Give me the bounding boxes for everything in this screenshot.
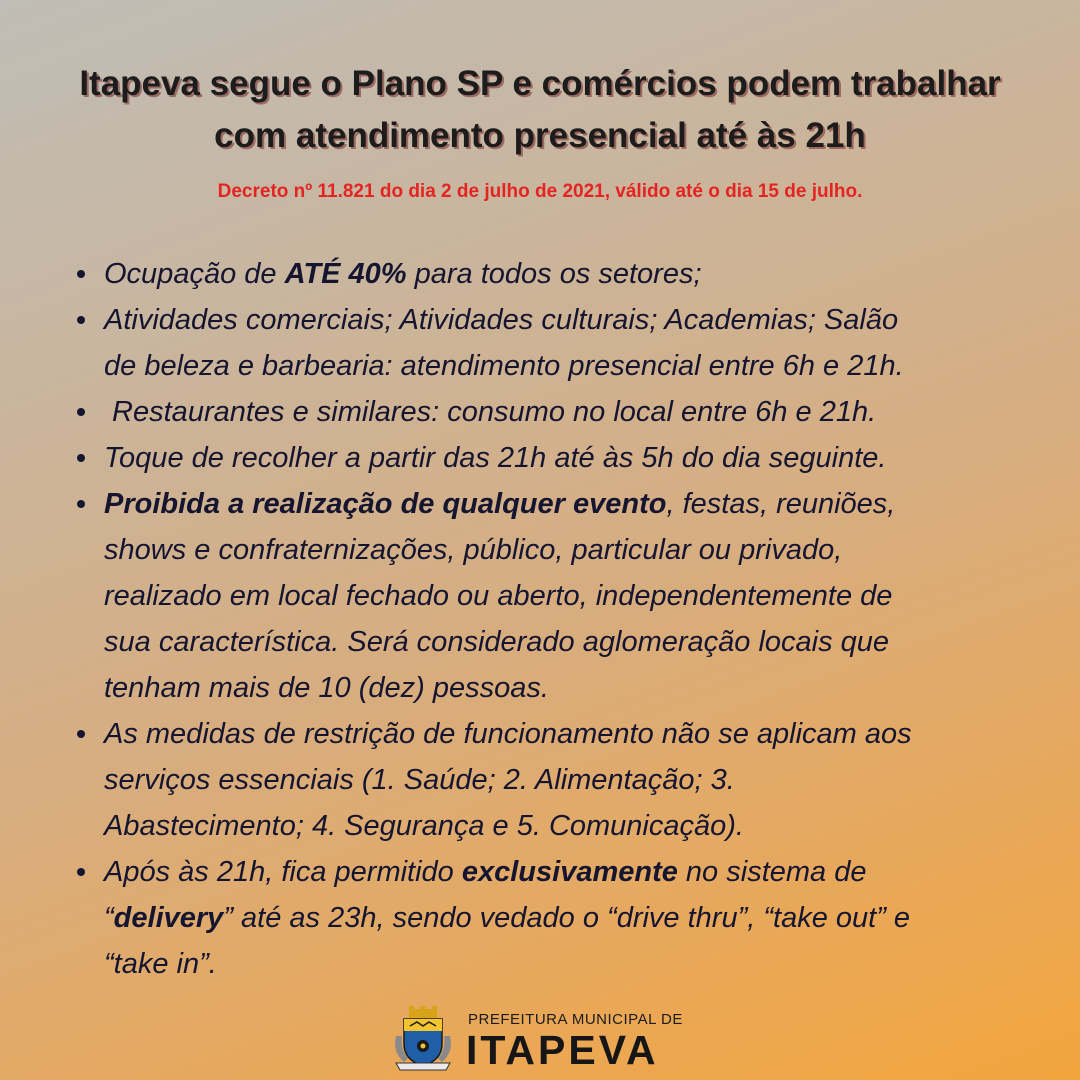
list-item-occupancy: [104, 251, 1044, 297]
activities-line-2: de beleza e barbearia: atendimento presencial entre 6h e 21h.: [104, 350, 904, 382]
city-coat-of-arms-icon: [390, 1006, 456, 1072]
events-line-5: tenham mais de 10 (dez) pessoas.: [104, 672, 549, 704]
delivery-line-1-post: no sistema de: [677, 856, 867, 888]
headline-line-1: Itapeva segue o Plano SP e comércios podem trabalhar: [79, 64, 1001, 103]
essential-line-3: Abastecimento; 4. Segurança e 5. Comunicação).: [104, 810, 744, 842]
list-item-essential: [104, 711, 1044, 849]
delivery-exclusive-highlight: exclusivamente: [461, 856, 678, 888]
decree-notice: Decreto nº 11.821 do dia 2 de julho de 2021, válido até o dia 15 de julho.: [217, 181, 863, 202]
events-line-2: shows e confraternizações, público, particular ou privado,: [104, 534, 843, 566]
prefeitura-logo: [390, 1004, 690, 1074]
list-item-curfew: [104, 435, 1044, 481]
events-highlight: Proibida a realização de qualquer evento: [104, 488, 667, 520]
delivery-line-3: “take in”.: [104, 948, 217, 980]
delivery-line-2-pre: “: [104, 902, 114, 934]
logo-city-name: ITAPEVA: [466, 1027, 659, 1073]
headline: [20, 58, 1060, 162]
restaurants-text: Restaurantes e similares: consumo no local entre 6h e 21h.: [104, 396, 877, 428]
delivery-highlight: delivery: [113, 902, 224, 934]
rules-list: [104, 251, 1044, 987]
headline-line-2: com atendimento presencial até às 21h: [214, 116, 866, 155]
essential-line-1: As medidas de restrição de funcionamento não se aplicam aos: [104, 718, 912, 750]
delivery-line-2-post: ” até as 23h, sendo vedado o “drive thru”, “take out” e: [223, 902, 911, 934]
list-item-delivery: [104, 849, 1044, 987]
curfew-text: Toque de recolher a partir das 21h até às 5h do dia seguinte.: [104, 442, 887, 474]
list-item-events: [104, 481, 1044, 711]
delivery-line-1-pre: Após às 21h, fica permitido: [104, 856, 462, 888]
occupancy-highlight: ATÉ 40%: [284, 258, 407, 290]
events-line-4: sua característica. Será considerado aglomeração locais que: [104, 626, 890, 658]
essential-line-2: serviços essenciais (1. Saúde; 2. Alimentação; 3.: [104, 764, 735, 796]
events-line-1-rest: , festas, reuniões,: [666, 488, 896, 520]
logo-prefeitura-text: PREFEITURA MUNICIPAL DE: [468, 1011, 683, 1028]
activities-line-1: Atividades comerciais; Atividades culturais; Academias; Salão: [104, 304, 899, 336]
list-item-activities: [104, 297, 1044, 389]
occupancy-text-pre: Ocupação de: [104, 258, 285, 290]
events-line-3: realizado em local fechado ou aberto, independentemente de: [104, 580, 893, 612]
list-item-restaurants: [104, 389, 1044, 435]
occupancy-text-post: para todos os setores;: [406, 258, 702, 290]
